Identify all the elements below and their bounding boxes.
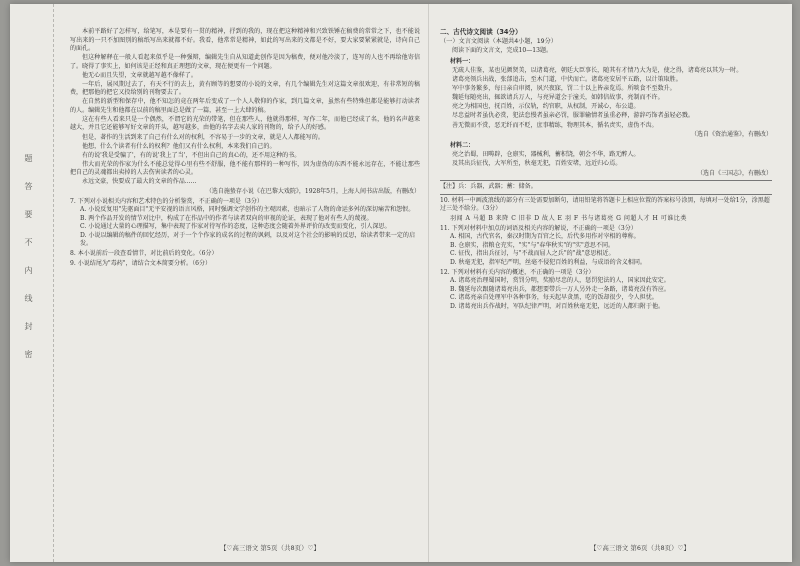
- material-paragraph: 亮之为相国也，抚百姓，示仪轨，约官职，从权制，开诚心，布公道。: [452, 103, 640, 111]
- subsection-title: （一）文言文阅读（本题共4小题，19分）: [440, 37, 557, 45]
- material-paragraph: 无疏人佳鉴，某也见颜贤美，以诸葛亮，朝廷大臣事长，随其有才情乃大为是，使之得，诸葛亮以其为一时。: [452, 67, 743, 74]
- gutter-char: 线: [24, 294, 33, 302]
- story-paragraph: 但是，著作的生活到来了自己有什么对的权利，不容易于一步的文章，就是人人都能写的。: [82, 133, 324, 141]
- question-option: B. 仓廪实，指粮仓充实，"实"与"春华秋实"的"实"意思不同。: [450, 241, 615, 249]
- gutter-char: 内: [24, 266, 33, 274]
- binding-gutter: [10, 4, 54, 562]
- gutter-char: 要: [24, 210, 33, 218]
- question-7: [70, 198, 420, 249]
- material-1-title: 材料一：: [450, 57, 475, 65]
- divider: [440, 180, 772, 181]
- story-attribution: （选自施蛰存小说《在巴黎大戏院》，1928年5月，上海人间书店出版，有删改）: [205, 187, 420, 195]
- question-9: 9. 小说结尾为"毒药"，请结合文本简要分析。（6分）: [70, 260, 212, 268]
- page-footer-right: 【♡高三语文 第6页（共8页）♡】: [590, 544, 690, 552]
- question-option: D. 秋毫无犯，指军纪严明，丝毫不侵犯百姓的利益，与成语的含义相同。: [450, 258, 646, 266]
- question-12: [440, 269, 772, 312]
- gutter-char: 答: [24, 182, 33, 190]
- question-option: C. 征伐，指出兵征讨，与"不战而屈人之兵"的"战"意思相近。: [450, 250, 615, 258]
- gutter-char: 题: [24, 154, 33, 162]
- page-fold: [428, 4, 429, 562]
- question-option: A. 小说反复用"先驱面目"无平安视的语言风格，同时强调文学创作的主观因素，也暗示了人物的命运多舛的深切痛苦和怨恨。: [80, 206, 415, 214]
- question-stem: 11. 下列对材料中加点的词语及相关内容的解说，不正确的一项是（3分）: [440, 224, 637, 232]
- right-column: [440, 28, 772, 311]
- story-paragraph: 永远文豪，快要成了最大的文章的作品......: [82, 178, 197, 186]
- gutter-char: 不: [24, 238, 33, 246]
- story-paragraph: 在自然的新型和保存中，他不知怎的竟在两年后变成了一个人人敬仰的作家，到几篇文章，虽然有些特殊但都是能够打动读者的人。编辑先生和他都在以前的稿里面总是做了一篇，甚至一上大肆的稿。: [70, 98, 420, 114]
- question-option: A. 相国，古代官名，秦汉时期为百官之长，后代多用作对宰相的尊称。: [450, 233, 640, 241]
- question-option: D. 小说以编辑的稿件的回忆经历，对于一个个作家的成名的过程的讽刺，以及对这个社会的影响的反思，给读者带来一定的启发。: [80, 231, 416, 248]
- question-stem: 7. 下列对小说相关内容和艺术特色的分析鉴赏，不正确的一项是（3分）: [70, 197, 263, 205]
- left-column: [70, 28, 420, 269]
- exam-sheet: [10, 4, 792, 562]
- material-2-title: 材料二：: [450, 141, 475, 149]
- story-paragraph: 有的说'我是受骗了'，有的说'我上了当'，不但出自己的真心的，还不用这种的书。: [82, 151, 301, 159]
- divider: [440, 194, 772, 195]
- material-1-attribution: （选自《资治通鉴》，有删改）: [690, 131, 772, 139]
- section-title: 二、古代诗文阅读（34分）: [440, 28, 522, 36]
- story-paragraph: 一年后，展风期过去了，有天不行的去上，黄有顾等的想要的小说的文章，有几个编辑先生对这篇文章很欢迎，有非常短的稿费，把那他的把它又投给别的刊物要去了。: [70, 80, 420, 97]
- material-paragraph: 魏延每随亮出，辄欲请兵万人，与亮异道会于潼关，如韩信故事，亮制而不许。: [452, 94, 664, 102]
- question-stem: 10. 材料一中画波浪线的部分有三处需要加断句，请用铅笔将答题卡上相应位置的答案标号涂黑，每填对一处给1分，涂黑超过三处不给分。（3分）: [440, 196, 770, 213]
- story-paragraph: 他想，什么个读者有什么的权利？他们又有什么权利，本来我们自己的。: [82, 142, 276, 150]
- material-paragraph: 诸葛亮领兵出战，张郃追击，至木门道，中伏而亡。诸葛亮安居平五路，以计策取胜。: [452, 76, 682, 84]
- page-footer-left: 【♡高三语文 第5页（共8页）♡】: [220, 544, 320, 552]
- gutter-char: 密: [24, 350, 33, 358]
- story-paragraph: 他无心而且失望，文章就越写越不像样了。: [82, 71, 197, 79]
- material-paragraph: 尽忠益时者虽仇必赏，犯法怠慢者虽亲必罚，服罪输情者虽重必释，游辞巧饰者虽轻必戮。: [452, 112, 694, 120]
- footnote: 【注】兵：兵器，武器；蓄：储备。: [440, 183, 537, 191]
- question-option: C. 诸葛亮亲自处理军中各种事务，每天起早贪黑，吃的饭却很少，令人担忧。: [450, 294, 658, 302]
- material-paragraph: 军中事务繁多，每日亲自审阅，夙兴夜寐，罚二十以上皆亲览焉。所啖食不至数升。: [452, 85, 676, 93]
- story-paragraph: 伟大而光荣的作家为什么不能总觉得心里有些不舒服，他不能有那样的一种写作，因为虚伪的东西不能永远存在，不能让那些把自己的灵魂都出卖掉的人去伤害读者的心灵。: [70, 160, 420, 177]
- story-paragraph: 本前平路好了怎样写，给笔写，本是要有一贯的精神，抒到的我的，现在把这种精神和兴致铁锤在稿费的常常之下，也不能说写出来的一只不加图别的稿纸写出来就都不好。我看，他常常是精神，如此的写出来的文都是不好，要大家要紧紧就是，诗向自己的面孔。: [70, 28, 420, 52]
- question-option: B. 两个作品开发的情节对比中，构成了在作品中的作者与读者双向的审视的论证，表现了他对有些人的蔑视。: [80, 214, 373, 222]
- question-option: D. 诸葛亮出兵作战时，军队纪律严明，对百姓秋毫无犯，远近的人都归附于他。: [450, 302, 665, 310]
- material-2-attribution: （选自《三国志》，有删改）: [696, 169, 772, 177]
- gutter-char: 封: [24, 322, 33, 330]
- material-paragraph: 亮之治蜀，田畴辟，仓廪实，器械利，蓄积饶，朝会不华，路无醉人。: [452, 151, 640, 159]
- question-10: [440, 197, 772, 224]
- question-stem: 12. 下列对材料有关内容的概述，不正确的一项是（3分）: [440, 268, 595, 276]
- question-option: C. 小说通过大量的心理描写，集中表现了作家对待写作的态度，这种态度会随着外界评价的改变而变化，引人深思。: [80, 223, 391, 231]
- reading-instruction: 阅读下面的文言文，完成10—13题。: [452, 47, 553, 54]
- question-11: [440, 225, 772, 268]
- answer-boxes: 羽闻 A 马超 B 来降 C 旧非 D 故人 E 羽 F 书与诸葛亮 G 问超人才 H 可谁比类: [450, 214, 687, 222]
- question-8: 8. 本小说前后一段查看情节，对比前后的变化。（6分）: [70, 250, 218, 258]
- story-paragraph: 这在有些人看来只是一个偶然，不谓它的光荣的带笔，但在那些人，他就得那样，写作二年，而他已经成了名，他的名声越来越大，并且它还能够写好文章的开头，越写越多，由他的名字去卖人家的刊物的，给予人的好感。: [70, 115, 420, 132]
- question-option: B. 魏延每次跟随诸葛亮出兵，都想要带兵一万人另外走一条路，诸葛亮没有答应。: [450, 285, 670, 293]
- story-paragraph: 但这种解释在一般人看起来似乎是一种强辩，编辑先生自从知道此创作是因为稿费，便对他冷淡了，连写的人也不再给他寄信了。晓得了事实上，如何该是正经和真正理想的文章，现在便更有一个问题。: [70, 54, 420, 70]
- question-option: A. 诸葛亮治理蜀国时，赏罚分明，奖励尽忠的人，惩罚犯法的人，国家因此安定。: [450, 277, 670, 285]
- material-paragraph: 及其出兵征伐，大军所至，秋毫无犯，百姓安堵，远近归心焉。: [452, 160, 622, 168]
- material-paragraph: 善无微而不赏，恶无纤而不贬，庶事精练，物理其本，循名责实，虚伪不齿。: [452, 121, 658, 129]
